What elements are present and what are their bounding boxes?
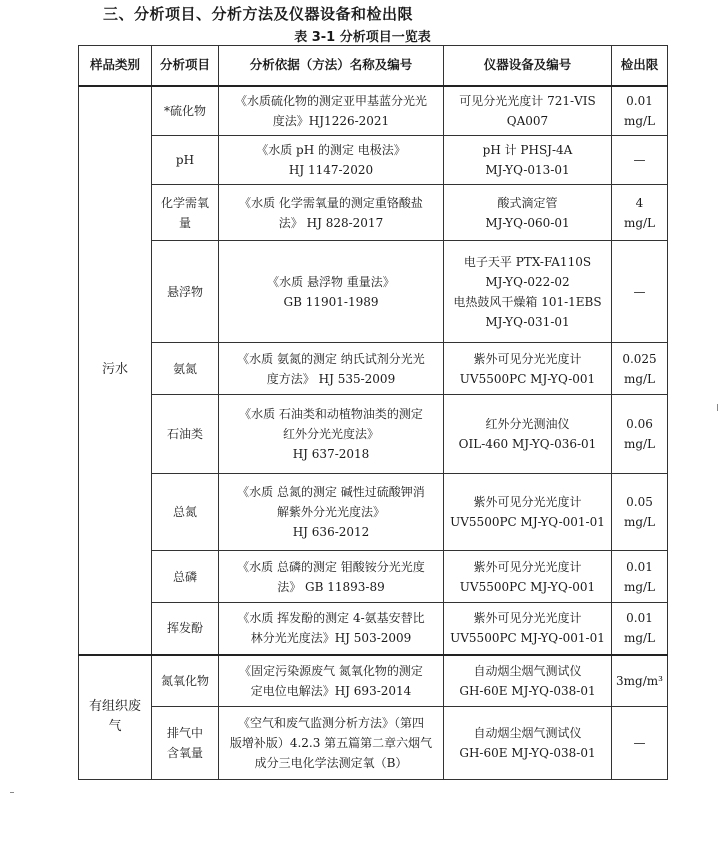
method-line: 《水质 pH 的测定 电极法》 [256,143,406,157]
method-cell [219,136,444,185]
limit-line: — [633,153,646,167]
method-line: 《水质 总氮的测定 碱性过硫酸钾消 [237,485,425,499]
method-line: 法》 GB 11893-89 [277,579,385,594]
limit-cell [612,655,668,707]
limit-line: 0.05 [626,495,653,509]
limit-cell [612,551,668,603]
item-line: 排气中 [166,726,203,740]
instrument-line: GH-60E MJ-YQ-038-01 [459,683,596,698]
limit-cell [612,136,668,185]
item-cell [152,185,219,241]
scan-mark-right [717,404,718,411]
limit-cell [612,395,668,474]
instrument-line: 自动烟尘烟气测试仪 [473,726,582,740]
limit-cell [612,343,668,395]
header-instrument: 仪器设备及编号 [444,46,612,86]
instrument-line: 可见分光光度计 721-VIS [459,93,596,108]
limit-cell [612,474,668,551]
instrument-line: UV5500PC MJ-YQ-001 [459,371,596,386]
method-line: 《固定污染源废气 氮氧化物的测定 [239,663,423,678]
instrument-line: 自动烟尘烟气测试仪 [473,663,582,678]
item-line: *硫化物 [163,103,206,118]
limit-line: mg/L [623,631,656,646]
instrument-line: OIL-460 MJ-YQ-036-01 [458,437,597,451]
method-line: 林分光光度法》HJ 503-2009 [250,631,412,646]
table-row [79,343,668,395]
method-line: 度法》HJ1226-2021 [272,113,390,128]
instrument-cell [444,136,612,185]
method-cell [219,241,444,343]
method-cell [219,343,444,395]
header-category: 样品类别 [79,46,152,86]
instrument-cell [444,707,612,780]
method-line: 《水质 石油类和动植物油类的测定 [239,407,423,421]
instrument-cell [444,551,612,603]
item-cell [152,707,219,780]
method-line: HJ 1147-2020 [288,163,374,177]
instrument-cell [444,395,612,474]
item-cell [152,551,219,603]
table-row [79,474,668,551]
table-row [79,655,668,707]
instrument-line: 红外分光测油仪 [485,417,570,431]
limit-cell [612,707,668,780]
section-heading: 三、分析项目、分析方法及仪器设备和检出限 [103,5,414,23]
item-line: 总氮 [172,505,197,519]
method-line: 版增补版）4.2.3 第五篇第二章六烟气 [229,736,433,750]
item-line: 石油类 [166,427,203,441]
method-line: 《水质 悬浮物 重量法》 [267,274,395,289]
instrument-line: MJ-YQ-022-02 [485,274,570,289]
method-cell [219,474,444,551]
table-row [79,603,668,655]
method-line: 度方法》 HJ 535-2009 [266,371,396,386]
instrument-line: UV5500PC MJ-YQ-001 [459,579,596,594]
limit-line: 0.01 [626,559,653,574]
limit-line: 0.025 [622,351,657,366]
method-line: HJ 637-2018 [292,447,370,461]
limit-line: 0.01 [626,93,653,108]
item-line: 化学需氧 [160,195,209,210]
method-line: 《水质硫化物的测定亚甲基蓝分光光 [234,93,427,108]
limit-line: 4 [635,195,644,210]
method-line: 《水质 化学需氧量的测定重铬酸盐 [239,195,423,210]
instrument-line: 紫外可见分光光度计 [473,495,582,509]
method-cell [219,185,444,241]
item-line: 含氧量 [166,746,203,760]
table-header-row [79,46,668,86]
method-line: 法》 HJ 828-2017 [278,215,384,230]
item-cell [152,603,219,655]
instrument-line: 紫外可见分光光度计 [473,611,582,626]
table-row [79,241,668,343]
item-cell [152,343,219,395]
instrument-cell [444,241,612,343]
method-line: 解紫外分光光度法》 [276,505,385,519]
method-line: HJ 636-2012 [292,525,370,539]
table-row [79,136,668,185]
header-limit: 检出限 [612,46,668,86]
limit-line: mg/L [623,113,656,128]
method-cell [219,86,444,136]
instrument-cell [444,86,612,136]
category-organized-gas [79,655,152,780]
method-line: 《水质 挥发酚的测定 4-氨基安替比 [237,611,425,626]
instrument-line: 紫外可见分光光度计 [473,351,582,366]
method-line: 定电位电解法》HJ 693-2014 [250,683,412,698]
method-line: 《水质 总磷的测定 钼酸铵分光光度 [237,559,425,574]
category-wastewater: 污水 [79,86,152,655]
table-row [79,707,668,780]
limit-line: — [633,736,646,750]
limit-line: mg/L [623,515,656,529]
limit-line: 3mg/m³ [616,673,663,688]
item-line: pH [175,153,195,167]
instrument-line: pH 计 PHSJ-4A [482,143,573,157]
item-cell [152,655,219,707]
instrument-cell [444,655,612,707]
table-row [79,551,668,603]
instrument-line: UV5500PC MJ-YQ-001-01 [450,515,605,529]
method-cell [219,603,444,655]
instrument-cell [444,343,612,395]
limit-line: 0.06 [626,417,653,431]
instrument-line: 电子天平 PTX-FA110S [463,254,592,269]
instrument-line: GH-60E MJ-YQ-038-01 [459,746,596,760]
item-line: 量 [178,215,191,230]
header-item: 分析项目 [152,46,219,86]
limit-line: — [633,284,646,299]
item-line: 总磷 [172,569,197,584]
instrument-line: 电热鼓风干燥箱 101-1EBS [453,294,602,309]
instrument-line: 紫外可见分光光度计 [473,559,582,574]
limit-cell [612,241,668,343]
instrument-line: MJ-YQ-031-01 [485,314,570,329]
item-line: 挥发酚 [166,621,203,636]
limit-line: mg/L [623,437,656,451]
scan-mark-left [10,792,14,793]
category-line: 气 [108,719,122,735]
limit-line: 0.01 [626,611,653,626]
item-cell [152,86,219,136]
table-row [79,395,668,474]
instrument-cell [444,603,612,655]
method-cell [219,707,444,780]
item-cell [152,241,219,343]
instrument-cell [444,474,612,551]
instrument-line: MJ-YQ-060-01 [485,215,570,230]
method-cell [219,655,444,707]
table-row [79,185,668,241]
item-line: 氨氮 [172,361,197,376]
item-line: 氮氧化物 [160,673,209,688]
limit-line: mg/L [623,215,656,230]
limit-cell [612,86,668,136]
method-cell [219,551,444,603]
instrument-line: MJ-YQ-013-01 [485,163,570,177]
item-cell [152,395,219,474]
item-cell [152,474,219,551]
method-line: 红外分光光度法》 [282,427,379,441]
limit-line: mg/L [623,371,656,386]
limit-cell [612,185,668,241]
table-caption: 表 3-1 分析项目一览表 [294,30,431,45]
instrument-line: UV5500PC MJ-YQ-001-01 [450,631,605,646]
category-line: 有组织废 [88,699,141,715]
instrument-cell [444,185,612,241]
method-line: 《空气和废气监测分析方法》（第四 [237,716,424,730]
table-row [79,86,668,136]
limit-line: mg/L [623,579,656,594]
analysis-items-table [78,45,668,780]
instrument-line: 酸式滴定管 [497,195,558,210]
header-method: 分析依据（方法）名称及编号 [219,46,444,86]
item-cell [152,136,219,185]
method-cell [219,395,444,474]
limit-cell [612,603,668,655]
method-line: 成分三电化学法测定氧（B） [254,756,408,770]
item-line: 悬浮物 [166,284,203,299]
method-line: GB 11901-1989 [283,294,379,309]
instrument-line: QA007 [506,113,549,128]
method-line: 《水质 氨氮的测定 纳氏试剂分光光 [237,351,425,366]
